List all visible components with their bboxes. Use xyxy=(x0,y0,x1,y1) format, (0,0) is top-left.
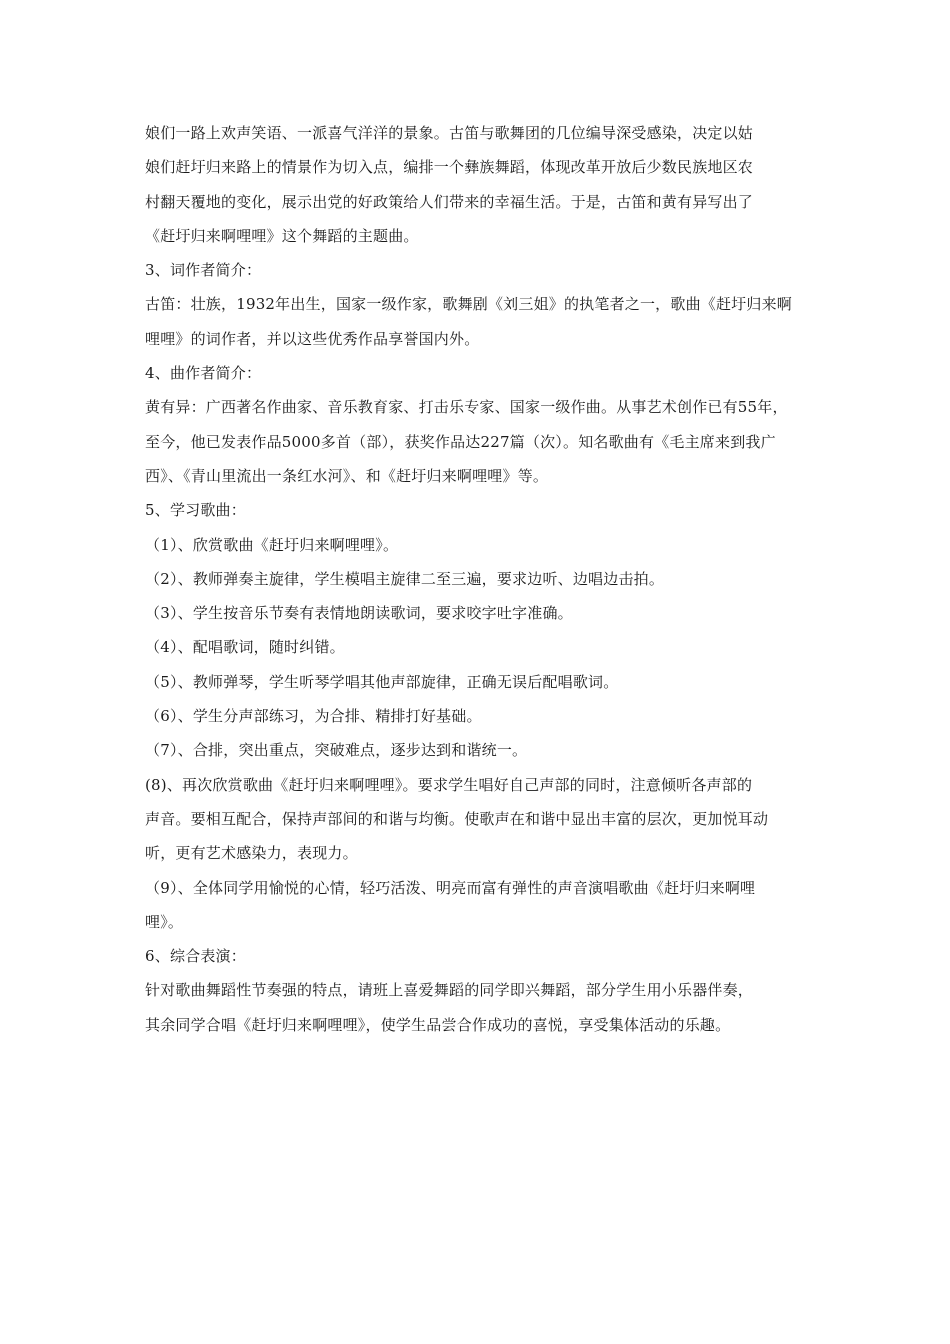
text-line: 西》、《青山里流出一条红水河》、和《赶圩归来啊哩哩》等。 xyxy=(145,466,549,485)
text-line: 至今，他已发表作品5000多首（部），获奖作品达227篇（次）。知名歌曲有《毛主席来到我广 xyxy=(145,432,776,451)
list-item: （3）、学生按音乐节奏有表情地朗读歌词，要求咬字吐字准确。 xyxy=(145,604,573,623)
text-line: 哩哩》的词作者，并以这些优秀作品享誉国内外。 xyxy=(145,329,480,348)
section-heading: 4、曲作者简介： xyxy=(145,364,262,383)
text-line: 古笛：壮族，1932年出生，国家一级作家，歌舞剧《刘三姐》的执笔者之一，歌曲《赶圩归来啊 xyxy=(145,295,792,314)
section-heading: 5、学习歌曲： xyxy=(145,501,246,520)
list-item: （7）、合排，突出重点，突破难点，逐步达到和谐统一。 xyxy=(145,741,528,760)
list-item: （2）、教师弹奏主旋律，学生模唱主旋律二至三遍，要求边听、边唱边击拍。 xyxy=(145,569,665,588)
list-item: （1）、欣赏歌曲《赶圩归来啊哩哩》。 xyxy=(145,535,399,554)
text-line: 《赶圩归来啊哩哩》这个舞蹈的主题曲。 xyxy=(145,226,419,245)
document-page xyxy=(145,116,815,1042)
text-line: 针对歌曲舞蹈性节奏强的特点，请班上喜爱舞蹈的同学即兴舞蹈，部分学生用小乐器伴奏， xyxy=(145,981,754,1000)
list-item: (8)、再次欣赏歌曲《赶圩归来啊哩哩》。要求学生唱好自己声部的同时，注意倾听各声部的 xyxy=(145,775,753,794)
text-line: 娘们一路上欢声笑语、一派喜气洋洋的景象。古笛与歌舞团的几位编导深受感染，决定以姑 xyxy=(145,124,754,142)
text-line: 听，更有艺术感染力，表现力。 xyxy=(145,844,358,863)
text-line: 村翻天覆地的变化，展示出党的好政策给人们带来的幸福生活。于是，古笛和黄有异写出了 xyxy=(145,192,754,211)
list-item: （4）、配唱歌词，随时纠错。 xyxy=(145,638,345,657)
text-line: 黄有异：广西著名作曲家、音乐教育家、打击乐专家、国家一级作曲。从事艺术创作已有55年， xyxy=(145,398,788,417)
text-line: 哩》。 xyxy=(145,912,184,931)
text-line: 其余同学合唱《赶圩归来啊哩哩》，使学生品尝合作成功的喜悦，享受集体活动的乐趣。 xyxy=(145,1015,731,1034)
text-line: 娘们赶圩归来路上的情景作为切入点，编排一个彝族舞蹈，体现改革开放后少数民族地区农 xyxy=(145,158,754,177)
list-item: （6）、学生分声部练习，为合排、精排打好基础。 xyxy=(145,707,482,726)
list-item: （9）、全体同学用愉悦的心情，轻巧活泼、明亮而富有弹性的声音演唱歌曲《赶圩归来啊哩 xyxy=(145,878,756,897)
list-item: （5）、教师弹琴，学生听琴学唱其他声部旋律，正确无误后配唱歌词。 xyxy=(145,672,619,691)
section-heading: 6、综合表演： xyxy=(145,947,246,966)
text-line: 声音。要相互配合，保持声部间的和谐与均衡。使歌声在和谐中显出丰富的层次，更加悦耳动 xyxy=(145,809,769,828)
section-heading: 3、词作者简介： xyxy=(145,261,262,280)
